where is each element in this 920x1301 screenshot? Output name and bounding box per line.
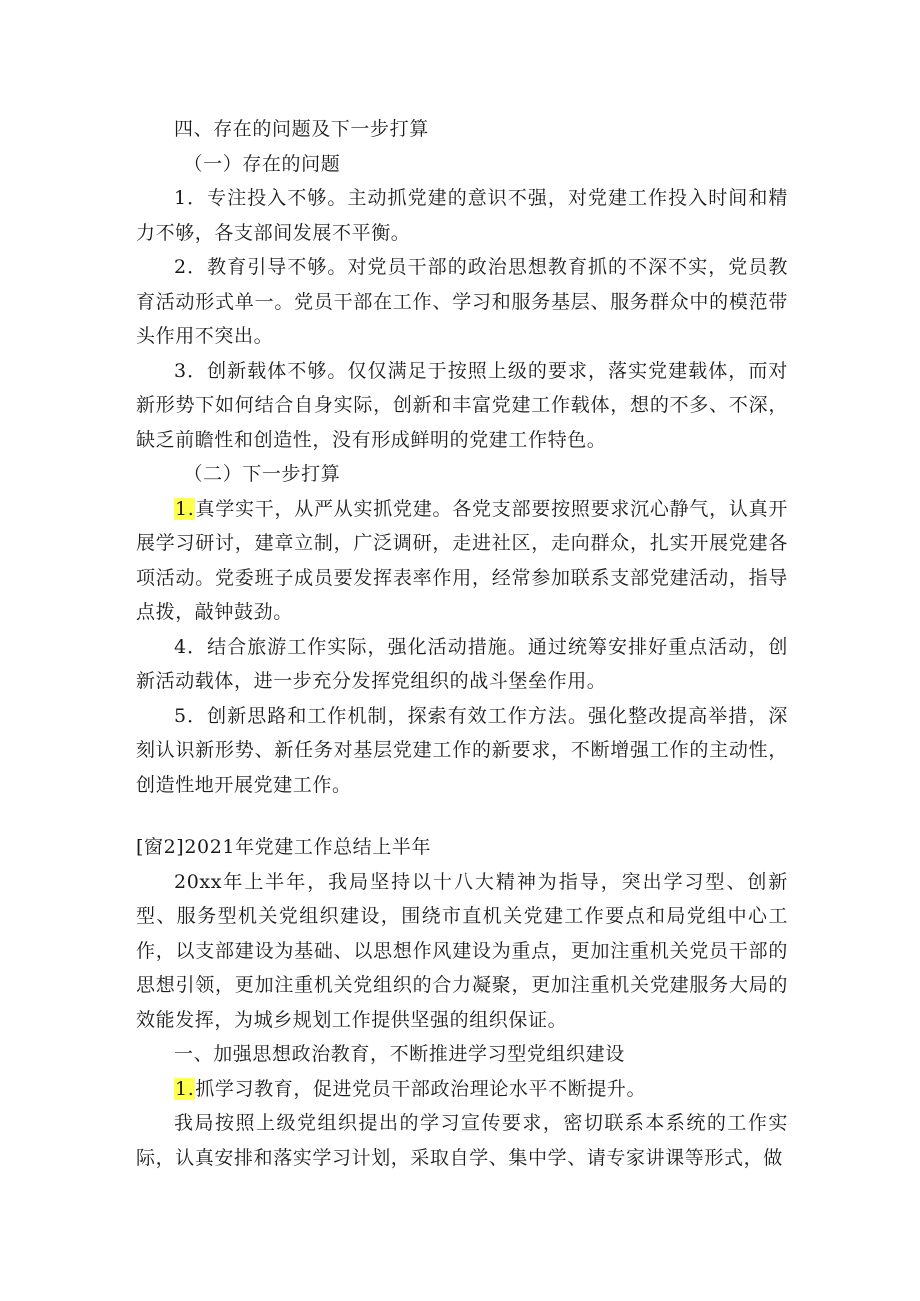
highlighted-number: 1. xyxy=(175,1077,195,1100)
document-body xyxy=(136,112,788,1175)
plan-item-1 xyxy=(136,492,788,630)
article-point-1-text: 抓学习教育，促进党员干部政治理论水平不断提升。 xyxy=(195,1077,647,1100)
article-point-1 xyxy=(136,1072,788,1107)
problem-item-3: 3．创新载体不够。仅仅满足于按照上级的要求，落实党建载体，而对新形势下如何结合自身实际，创新和丰富党建工作载体，想的不多、不深，缺乏前瞻性和创造性，没有形成鲜明的党建工作特色。 xyxy=(136,359,788,451)
subheading-existing-problems: （一）存在的问题 xyxy=(183,152,341,175)
article-intro: 20xx年上半年，我局坚持以十八大精神为指导，突出学习型、创新型、服务型机关党组织建设，围绕市直机关党建工作要点和局党组中心工作，以支部建设为基础、以思想作风建设为重点，更加注重机关党员干部的思想引领，更加注重机关党组织的合力凝聚，更加注重机关党建服务大局的效能发挥，为城乡规划工作提供坚强的组织保证。 xyxy=(136,870,788,1031)
plan-item-4: 4．结合旅游工作实际，强化活动措施。通过统筹安排好重点活动，创新活动载体，进一步充分发挥党组织的战斗堡垒作用。 xyxy=(136,635,788,692)
problem-item-1: 1．专注投入不够。主动抓党建的意识不强，对党建工作投入时间和精力不够，各支部间发展不平衡。 xyxy=(136,187,788,244)
subheading-next-steps: （二）下一步打算 xyxy=(183,463,341,485)
plan-item-5: 5．创新思路和工作机制，探索有效工作方法。强化整改提高举措，深刻认识新形势、新任务对基层党建工作的新要求，不断增强工作的主动性，创造性地开展党建工作。 xyxy=(136,704,788,796)
highlighted-number: 1. xyxy=(175,497,195,520)
article-heading-1: 一、加强思想政治教育，不断推进学习型党组织建设 xyxy=(174,1043,625,1065)
article-paragraph-1: 我局按照上级党组织提出的学习宣传要求，密切联系本系统的工作实际，认真安排和落实学习计划，采取自学、集中学、请专家讲课等形式，做 xyxy=(136,1112,788,1169)
plan-item-1-text: 真学实干，从严从实抓党建。各党支部要按照要求沉心静气，认真开展学习研讨，建章立制，广泛调研，走进社区，走向群众，扎实开展党建各项活动。党委班子成员要发挥表率作用，经常参加联系支部党建活动，指导点拨，敲钟鼓劲。 xyxy=(136,497,788,623)
section-gap xyxy=(136,802,788,830)
article-title: [窗2]2021年党建工作总结上半年 xyxy=(136,836,432,858)
problem-item-2: 2．教育引导不够。对党员干部的政治思想教育抓的不深不实，党员教育活动形式单一。党员干部在工作、学习和服务基层、服务群众中的模范带头作用不突出。 xyxy=(136,256,788,347)
section-heading-problems-and-plans: 四、存在的问题及下一步打算 xyxy=(174,118,429,140)
